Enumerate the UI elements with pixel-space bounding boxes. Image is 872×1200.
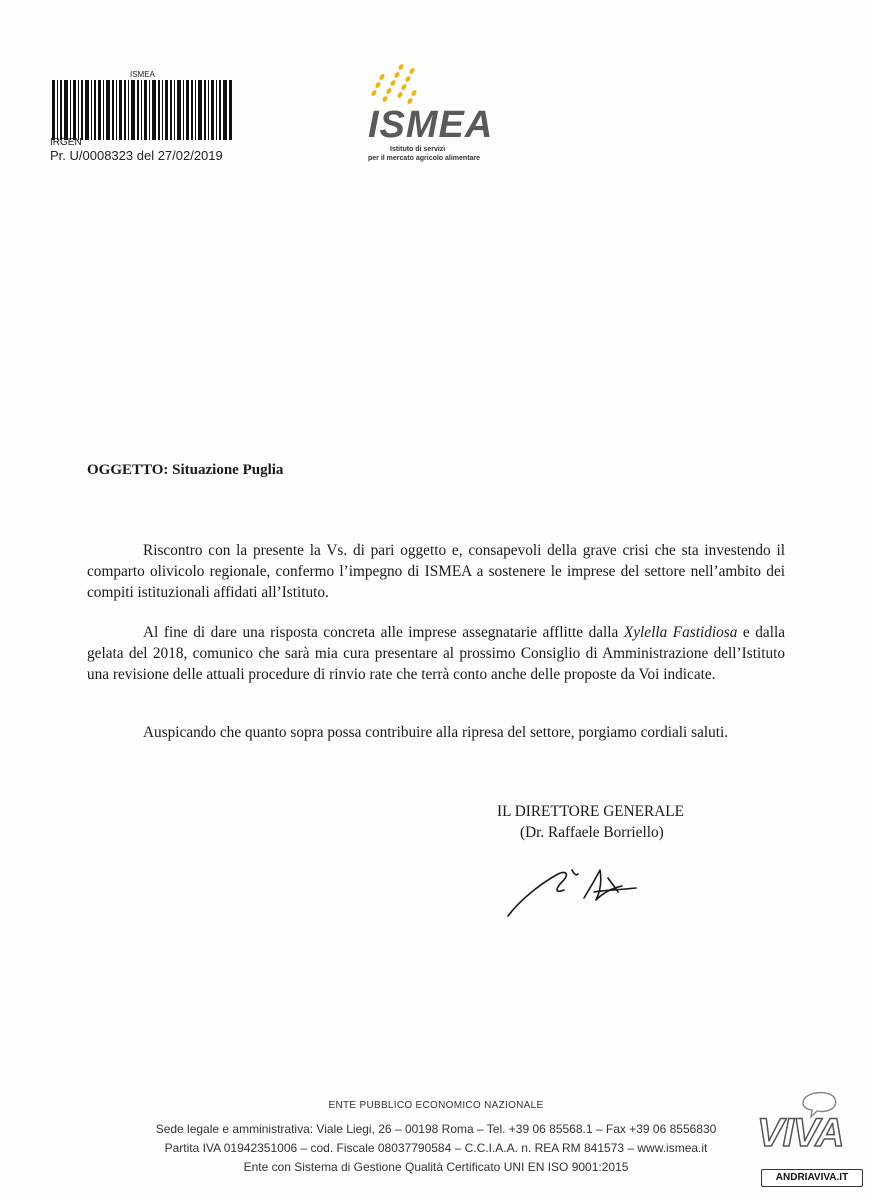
paragraph-2-end: e dalla gelata del 2018, comunico che sarà mia cura presentare al prossimo Consiglio di Amministrazione dell’Istituto una revisione delle attuali procedure di rinvio rate che terrà conto anche delle proposte da Voi indicate.	[87, 624, 786, 683]
andriaviva-watermark	[755, 1085, 865, 1190]
protocol-number: Pr. U/0008323 del 27/02/2019	[50, 148, 223, 163]
paragraph-2-italic: Xylella Fastidiosa	[623, 624, 738, 641]
paragraph-3: Auspicando che quanto sopra possa contribuire alla ripresa del settore, porgiamo cordiali saluti.	[143, 724, 729, 741]
footer-certification: Ente con Sistema di Gestione Qualità Certificato UNI EN ISO 9001:2015	[243, 1160, 629, 1174]
watermark-brand: VIVA	[757, 1111, 844, 1155]
ismea-logo	[362, 55, 512, 165]
logo-tagline-line1: Istituto di servizi	[390, 146, 446, 153]
logo-wordmark: ISMEA	[368, 104, 494, 146]
letter-subject: OGGETTO: Situazione Puglia	[87, 462, 284, 478]
signatory-title: IL DIRETTORE GENERALE	[497, 803, 684, 820]
protocol-prefix: IRGEN	[50, 137, 82, 148]
footer-heading: ENTE PUBBLICO ECONOMICO NAZIONALE	[328, 1100, 544, 1111]
paragraph-1: Riscontro con la presente la Vs. di pari oggetto e, consapevoli della grave crisi che sta investendo il comparto olivicolo regionale, confermo l’impegno di ISMEA a sostenere le imprese del settore nell’ambito dei compiti istituzionali affidati all’Istituto.	[87, 542, 785, 601]
paragraph-2-start: Al fine di dare una risposta concreta alle imprese assegnatarie afflitte dalla	[143, 624, 624, 641]
signatory-name: (Dr. Raffaele Borriello)	[520, 824, 664, 841]
watermark-site: ANDRIAVIVA.IT	[761, 1169, 863, 1187]
paragraph-2	[87, 622, 785, 685]
logo-tagline-line2: per il mercato agricolo alimentare	[368, 155, 481, 162]
footer-fiscal: Partita IVA 01942351006 – cod. Fiscale 08037790584 – C.C.I.A.A. n. REA RM 841573 – www.ismea.it	[164, 1141, 708, 1155]
barcode-icon	[52, 80, 232, 140]
footer-address: Sede legale e amministrativa: Viale Liegi, 26 – 00198 Roma – Tel. +39 06 85568.1 – Fax +39 06 8556830	[155, 1122, 717, 1136]
wheat-logo-icon	[366, 55, 422, 107]
barcode-caption: ISMEA	[130, 70, 155, 79]
handwritten-signature	[500, 848, 660, 923]
